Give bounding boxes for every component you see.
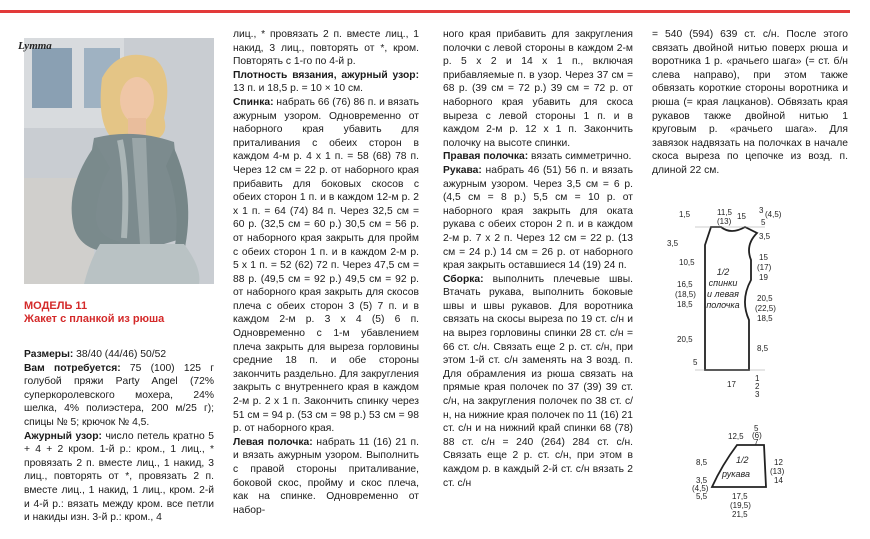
measure: 3,5 <box>759 232 771 241</box>
text-column-4 <box>652 28 848 178</box>
paragraph <box>443 150 633 164</box>
paragraph-heading: Левая полочка: <box>233 436 313 448</box>
measure: 15 <box>737 212 746 221</box>
schema-label: полочка <box>706 300 740 310</box>
measure: 3 <box>755 390 760 399</box>
measure: 5 <box>754 425 759 433</box>
measure: 20,5 <box>757 294 773 303</box>
paragraph <box>233 96 419 436</box>
sleeve-outline <box>712 445 766 487</box>
text-column-3 <box>443 28 633 490</box>
measure: (13) <box>770 467 785 476</box>
measure: 18,5 <box>677 300 693 309</box>
paragraph-text: 38/40 (44/46) 50/52 <box>73 349 167 360</box>
measure: 5,5 <box>696 492 708 501</box>
measure: 5 <box>693 358 698 367</box>
paragraph <box>24 430 214 525</box>
paragraph-text: лиц., * провязать 2 п. вместе лиц., 1 накид, 3 лиц., повторять от *, кром. Повторять с 1-го по 4-й р. <box>233 29 419 68</box>
magazine-logo: Lyтта <box>18 40 52 52</box>
model-title <box>24 300 224 326</box>
paragraph <box>652 28 848 178</box>
measure: 7 <box>754 438 759 447</box>
schema-label: рукава <box>722 469 750 479</box>
paragraph-text: набрать 66 (76) 86 п. и вязать ажурным узором. Одновременно от наборного края убавить для приталивания с обеих сторон в каждом 4-м р. 4 х 1 п. = 58 (68) 78 п. Через 12 см = 22 р. от наборного края прибавить для боковых скосов с обеих сторон 1 п. и в каждом 12-м р. 2 х 1 п. = 64 (74) 84 п. Через 32,5 см = 60 р. (32,5 см = 60 р.) 30,5 см = 56 р. от наборного края закрыть для пройм с обеих сторон 1 п. и в каждом 2-м р. 5 х 1 п. = 52 (62) 72 п. Через 47,5 см = 88 р. (49,5 см = 92 р.) 49,5 см = 92 р. от наборного края закрыть для скосов плеча с обеих сторон 3 (5) 7 п. и в каждом 2-м р. 3 х 4 (5) 6 п. Одновременно с 1-м убавлением плеча закрыть для выреза горловины средние 18 п. и обе стороны закончить раздельно. Для закругления закрыть с внутреннего края в каждом 2-м р. 2 х 1 п. Закончить спинку через 51 см = 94 р. (53 см = 98 р.) 53 см = 98 р. от наборного края. <box>233 96 419 435</box>
measure: 5 <box>761 218 766 227</box>
schema-back-front <box>665 205 785 405</box>
model-number: МОДЕЛЬ 11 <box>24 300 88 312</box>
paragraph-text: 75 (100) 125 г голубой пряжи Party Angel (72% суперкоролевского мохера, 24% шелка, 4% полиэстера, 200 м/25 г); спицы № 5; крючок № 4,5. <box>24 362 215 428</box>
text-column-1 <box>24 348 214 525</box>
paragraph <box>443 273 633 491</box>
measure: 17,5 <box>732 492 748 501</box>
measure: 17 <box>727 380 736 389</box>
measure: (6) <box>752 431 762 440</box>
paragraph-heading: Рукава: <box>443 164 482 176</box>
measure: 19 <box>759 273 768 282</box>
measure: 18,5 <box>757 314 773 323</box>
measure: (13) <box>717 217 732 226</box>
measure: (22,5) <box>755 304 776 313</box>
model-subtitle: Жакет с планкой из рюша <box>24 313 165 325</box>
measure: 1 <box>755 374 760 383</box>
measure: 12,5 <box>728 432 744 441</box>
paragraph-text: число петель кратно 5 + 4 + 2 кром. 1-й р.: кром., 1 лиц., * провязать 2 п. вместе лиц., 1 накид, 3 лиц., повторять от *, провязать 2 п. вместе лиц., 1 накид, 1 лиц., кром. 2-й и 4-й р.: вязать между кром. все петли и накиды изн. 3-й р.: кром., 4 <box>24 430 214 524</box>
paragraph-text: вязать симметрично. <box>528 151 632 163</box>
measure: 1,5 <box>679 210 691 219</box>
top-rule <box>0 10 850 13</box>
paragraph-heading: Спинка: <box>233 96 274 108</box>
model-photo <box>24 38 214 284</box>
measure: 3 <box>759 206 764 215</box>
paragraph-text: = 540 (594) 639 ст. с/н. После этого связать двойной нитью поверх рюша и воротника 1 р. «рачьего шага» (= ст. б/н слева направо), при этом также обвязать короткие стороны воротника и рюша (= края лацканов). Обвязать края рукавов также двойной нитью 1 круговым р. «рачьего шага». Для завязок надвязать на полочках в начале скоса выреза по цепочке из возд. п. длиной 22 см. <box>652 29 848 176</box>
measure: 14 <box>774 476 783 485</box>
measure: 10,5 <box>679 258 695 267</box>
paragraph-heading: Ажурный узор: <box>24 430 102 442</box>
paragraph-text: 13 п. и 18,5 р. = 10 × 10 см. <box>233 83 364 95</box>
schema-label: 1/2 <box>716 267 730 277</box>
paragraph <box>443 28 633 150</box>
paragraph-heading: Вам потребуется: <box>24 362 121 374</box>
measure: (19,5) <box>730 501 751 510</box>
schema-label: и левая <box>707 289 739 299</box>
paragraph-text: выполнить плечевые швы. Втачать рукава, выполнить боковые швы и швы рукавов. Для воротника связать на скосы выреза по 19 ст. с/н и на вырез горловины спинки 28 ст. с/н = 66 ст. с/н. Связать еще 2 р. ст. с/н, при этом 1-й ст. с/н заменять на 3 возд. п. Для обрамления из рюша связать на прямые края полочек по 37 (39) 39 ст. с/н, на закругления полочек по 38 ст. с/н, на нижние края полочек по 11 (16) 21 ст. с/н и на нижний край спинки 68 (78) 88 ст. с/н = 240 (264) 284 ст. с/н. Связать еще 2 р. ст. с/н, при этом в каждом р. в каждый 2-й ст. с/н вязать 2 ст. с/н <box>443 273 633 489</box>
paragraph-heading: Размеры: <box>24 349 74 360</box>
paragraph <box>233 436 419 518</box>
paragraph-text: ного края прибавить для закругления полочки с левой стороны в каждом 2-м р. 5 х 2 и 14 х 1 п., включая прибавляемые п. в узор. Через 37 см = 68 р. (39 см = 72 р.) 39 см = 72 р. от наборного края убавить для скоса выреза с левой стороны 1 п. и в каждом 2-м р. 12 х 1 п. Закончить полочку на высоте спинки. <box>443 29 633 149</box>
paragraph <box>233 69 419 96</box>
text-column-2 <box>233 28 419 517</box>
measure: 3,5 <box>696 476 708 485</box>
paragraph-heading: Правая полочка: <box>443 151 529 163</box>
measure: 3,5 <box>667 239 679 248</box>
paragraph <box>443 164 633 273</box>
paragraph <box>233 28 419 69</box>
measure: (17) <box>757 263 772 272</box>
paragraph <box>24 362 214 430</box>
schema-label: спинки <box>708 278 738 288</box>
measure: 8,5 <box>757 344 769 353</box>
schema-sleeve <box>692 425 802 525</box>
measure: (18,5) <box>675 290 696 299</box>
paragraph <box>24 348 214 362</box>
measure: 11,5 <box>717 208 732 217</box>
measure: 12 <box>774 458 783 467</box>
measure: 16,5 <box>677 280 693 289</box>
paragraph-text: набрать 11 (16) 21 п. и вязать ажурным узором. Выполнить с правой стороны приталивание, боковой скос, пройму и скос плеча, как на спинке. Одновременно от набор- <box>233 436 419 516</box>
measure: 21,5 <box>732 510 748 519</box>
measure: 15 <box>759 253 768 262</box>
measure: 2 <box>755 382 760 391</box>
measure: 20,5 <box>677 335 693 344</box>
paragraph-heading: Сборка: <box>443 273 484 285</box>
measure: 8,5 <box>696 458 708 467</box>
paragraph-heading: Плотность вязания, ажурный узор: <box>233 69 419 81</box>
measure: (4,5) <box>765 210 782 219</box>
schema-label: 1/2 <box>736 455 749 465</box>
paragraph-text: набрать 46 (51) 56 п. и вязать ажурным узором. Через 3,5 см = 6 р. (4,5 см = 8 р.) 5,5 см = 10 р. от наборного края закрыть для оката рукава с обеих сторон 2 п. и в каждом 2-м р. 7 х 2 п. Через 12 см = 22 р. (13 см = 24 р.) 14 см = 26 р. от наборного края закрыть оставшиеся 14 (19) 24 п. <box>443 164 633 272</box>
measure: (4,5) <box>692 484 709 493</box>
